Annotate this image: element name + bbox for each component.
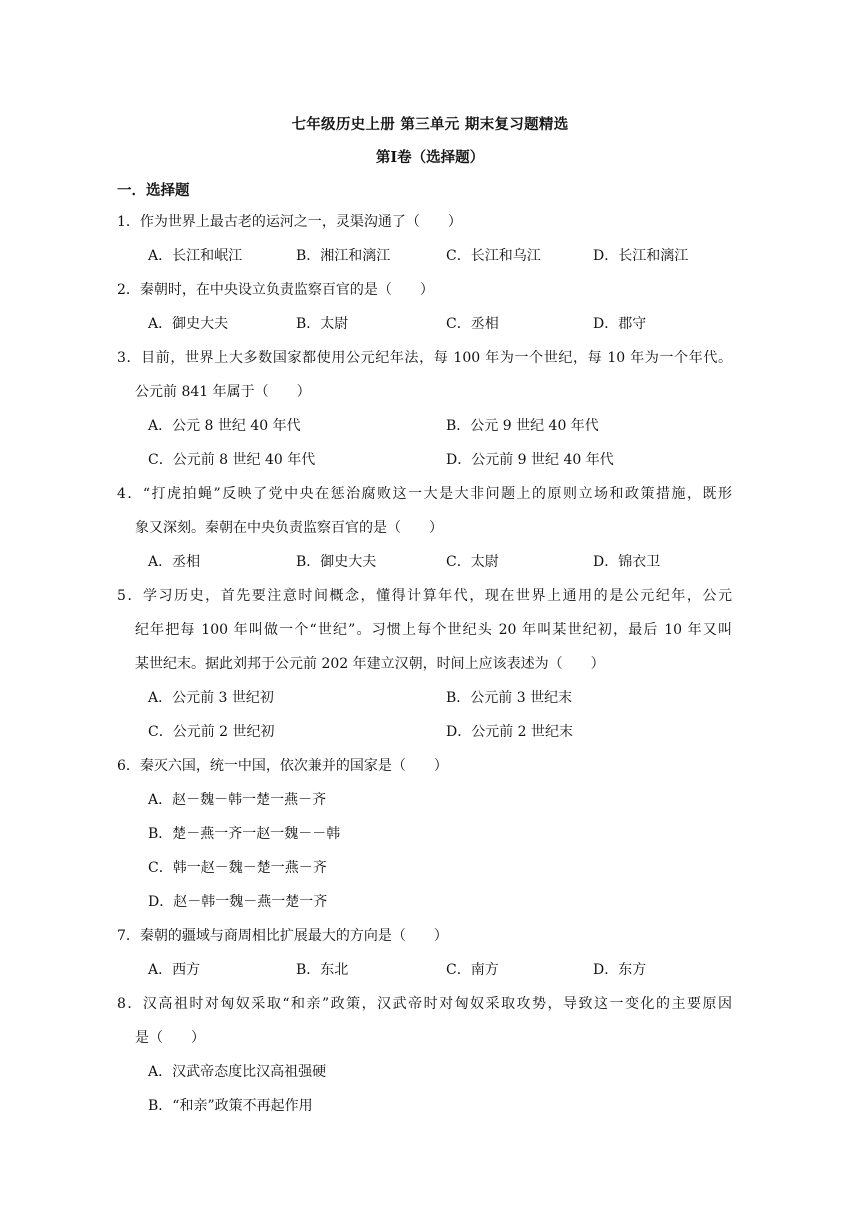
question-4-option-d: D．锦衣卫	[593, 554, 661, 570]
question-8-stem-line-1: 8．汉高祖时对匈奴采取“和亲”政策，汉武帝时对匈奴采取攻势，导致这一变化的主要原因	[117, 996, 732, 1012]
question-5-stem-line-1: 5．学习历史，首先要注意时间概念，懂得计算年代，现在世界上通用的是公元纪年，公元	[117, 588, 732, 604]
question-5-option-a: A．公元前 3 世纪初	[148, 690, 274, 706]
question-2-option-c: C．丞相	[446, 316, 499, 332]
question-4-option-b: B．御史大夫	[296, 554, 377, 570]
question-7-option-a: A．西方	[148, 962, 201, 978]
question-3-option-a: A．公元 8 世纪 40 年代	[148, 418, 301, 434]
question-1-option-b: B．湘江和漓江	[296, 248, 391, 264]
question-2-stem: 2．秦朝时，在中央设立负责监察百官的是（ ）	[117, 282, 434, 298]
question-7-option-d: D．东方	[593, 962, 647, 978]
question-4-option-c: C．太尉	[446, 554, 499, 570]
question-3-option-b: B．公元 9 世纪 40 年代	[446, 418, 599, 434]
question-6-option-a: A．赵－魏－韩一楚一燕－齐	[148, 792, 327, 808]
question-4-option-a: A．丞相	[148, 554, 201, 570]
question-7-stem: 7．秦朝的疆域与商周相比扩展最大的方向是（ ）	[117, 928, 448, 944]
question-8-option-b: B．“和亲”政策不再起作用	[148, 1098, 313, 1114]
question-8-option-a: A．汉武帝态度比汉高祖强硬	[148, 1064, 327, 1080]
question-2-option-a: A．御史大夫	[148, 316, 229, 332]
question-6-option-b: B．楚－燕一齐一赵一魏－－韩	[148, 826, 341, 842]
question-5-option-c: C．公元前 2 世纪初	[148, 724, 275, 740]
question-1-option-a: A．长江和岷江	[148, 248, 243, 264]
question-3-option-d: D．公元前 9 世纪 40 年代	[446, 452, 614, 468]
question-7-option-c: C．南方	[446, 962, 499, 978]
question-2-option-b: B．太尉	[296, 316, 349, 332]
document-subtitle: 第Ⅰ卷（选择题）	[375, 149, 485, 166]
question-6-option-c: C．韩一赵－魏－楚一燕－齐	[148, 860, 327, 876]
section-title: 一．选择题	[117, 182, 190, 199]
question-4-stem-line-1: 4．“打虎拍蝇”反映了党中央在惩治腐败这一大是大非问题上的原则立场和政策措施，既形	[117, 486, 732, 502]
question-5-option-d: D．公元前 2 世纪末	[446, 724, 574, 740]
question-1-stem: 1．作为世界上最古老的运河之一，灵渠沟通了（ ）	[117, 214, 462, 230]
question-3-stem-line-2: 公元前 841 年属于（ ）	[135, 384, 311, 400]
question-7-option-b: B．东北	[296, 962, 349, 978]
question-2-option-d: D．郡守	[593, 316, 647, 332]
question-5-stem-line-3: 某世纪末。据此刘邦于公元前 202 年建立汉朝，时间上应该表述为（ ）	[135, 656, 605, 672]
question-1-option-c: C．长江和乌江	[446, 248, 541, 264]
question-3-option-c: C．公元前 8 世纪 40 年代	[148, 452, 316, 468]
document-title: 七年级历史上册 第三单元 期末复习题精选	[291, 116, 569, 133]
question-1-option-d: D．长江和漓江	[593, 248, 689, 264]
question-6-stem: 6．秦灭六国，统一中国，依次兼并的国家是（ ）	[117, 758, 448, 774]
question-5-option-b: B．公元前 3 世纪末	[446, 690, 573, 706]
question-4-stem-line-2: 象又深刻。秦朝在中央负责监察百官的是（ ）	[135, 520, 443, 536]
question-6-option-d: D．赵－韩一魏－燕一楚一齐	[148, 894, 328, 910]
question-8-stem-line-2: 是（ ）	[135, 1030, 205, 1046]
question-5-stem-line-2: 纪年把每 100 年叫做一个“世纪”。习惯上每个世纪头 20 年叫某世纪初，最后 10 年又叫	[135, 622, 732, 638]
question-3-stem-line-1: 3．目前，世界上大多数国家都使用公元纪年法，每 100 年为一个世纪，每 10 年为一个年代。	[117, 350, 732, 366]
